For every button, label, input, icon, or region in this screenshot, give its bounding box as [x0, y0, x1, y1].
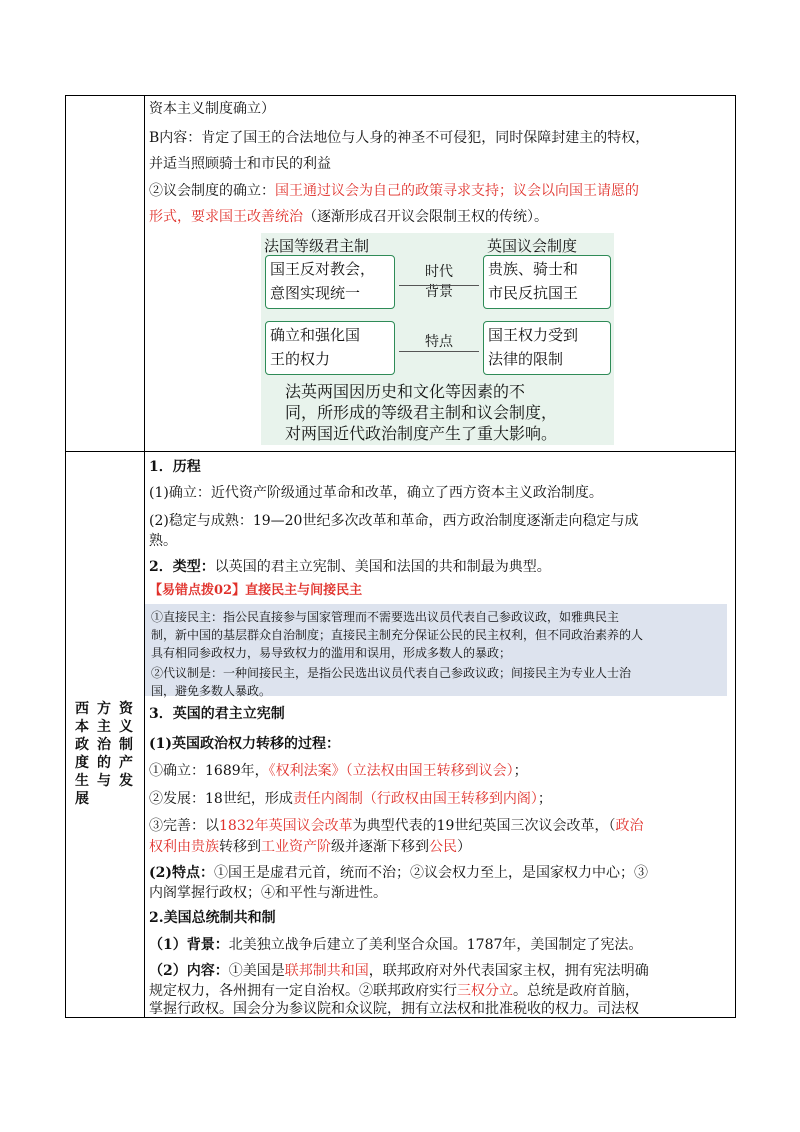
heading-uk-process: (1)英国政治权力转移的过程： — [149, 736, 340, 752]
parliament-label: ②议会制度的确立： — [149, 183, 275, 199]
uk-step-2-red: 责任内阁制（行政权由国王转移到内阁） — [292, 791, 538, 807]
types-line — [149, 556, 551, 579]
uk-step-3-red4: 工业资产阶 — [261, 839, 331, 855]
france-feature-l1: 确立和强化国 — [270, 326, 361, 344]
france-heading: 法国等级君主制 — [264, 237, 370, 255]
side-label-col-2: 方主治的与 — [97, 701, 111, 789]
error-tip-l4: ②代议制是：一种间接民主，是指公民选出议员代表自己参政议政；间接民主为专业人士治 — [151, 666, 632, 680]
side-label-col-1: 西本政度生展 — [75, 701, 89, 807]
us-background-text: 北美独立战争后建立了美利坚合众国。1787年，美国制定了宪法。 — [228, 937, 643, 953]
uk-step-3-mid3: 级并逐渐下移到 — [331, 839, 429, 855]
us-content-l2-pre: 规定权力，各州拥有一定自治权。②联邦政府实行 — [149, 983, 457, 999]
parliament-red-2: 形式，要求国王改善统治 — [149, 209, 303, 225]
upper-line-1: 资本主义制度确立） — [149, 101, 275, 117]
us-background — [149, 934, 642, 957]
error-tip-l2: 制，新中国的基层群众自治制度；直接民主制充分保证公民的民主权利，但不同政治素养的人 — [151, 628, 644, 642]
feature-arrow — [399, 351, 479, 352]
uk-step-3-red1: 1832年英国议会改革 — [219, 818, 353, 834]
row-divider — [65, 451, 736, 452]
uk-step-2 — [149, 788, 552, 811]
heading-uk: 3．英国的君主立宪制 — [149, 706, 285, 722]
comparison-diagram — [261, 233, 614, 445]
england-feature-l2: 法律的限制 — [488, 350, 564, 368]
france-feature-box — [265, 321, 395, 375]
background-arrow — [399, 285, 479, 286]
france-background-l2: 意图实现统一 — [270, 284, 361, 302]
summary-l3: 对两国近代政治制度产生了重大影响。 — [285, 424, 558, 443]
england-background-l1: 贵族、骑士和 — [488, 260, 579, 278]
us-content-mid: ，联邦政府对外代表国家主权，拥有宪法明确 — [368, 963, 649, 979]
uk-step-3-red3: 权利由贵族 — [149, 839, 219, 855]
uk-step-3-pre: ③完善：以 — [149, 818, 219, 834]
us-content-l3: 掌握行政权。国会分为参议院和众议院，拥有立法权和批准税收的权力。司法权 — [149, 1001, 639, 1017]
france-background-box — [265, 255, 395, 309]
france-background-l1: 国王反对教会， — [270, 260, 376, 278]
summary-l2: 同，所形成的等级君主制和议会制度， — [285, 403, 558, 422]
history-mature-l2: 熟。 — [149, 533, 177, 549]
uk-traits-label: (2)特点： — [149, 865, 214, 881]
parliament-suffix: （逐渐形成召开议会限制王权的传统）。 — [303, 209, 548, 225]
parliament-line-1 — [149, 180, 639, 203]
uk-step-3-red2: 政治 — [615, 818, 644, 834]
side-label-col-3: 资义制产发 — [119, 701, 133, 789]
england-heading: 英国议会制度 — [487, 237, 578, 255]
uk-step-3-mid2: 转移到 — [219, 839, 261, 855]
feature-label: 特点 — [425, 334, 453, 350]
uk-step-3-mid: 为典型代表的19世纪英国三次议会改革，（ — [352, 818, 616, 834]
column-divider — [144, 95, 145, 1018]
error-tip-box — [145, 604, 727, 696]
uk-step-1 — [149, 760, 528, 783]
us-content-pre: ①美国是 — [228, 963, 285, 979]
england-background-box — [483, 255, 611, 309]
error-tip-l5: 国，避免多数人暴政。 — [151, 684, 272, 698]
content-b-line-1: B内容：肯定了国王的合法地位与人身的神圣不可侵犯，同时保障封建主的特权， — [149, 130, 650, 146]
us-content-label: （2）内容： — [149, 963, 229, 979]
error-tip-title: 【易错点拨02】直接民主与间接民主 — [149, 583, 363, 598]
history-mature-l1: (2)稳定与成熟：19—20世纪多次改革和革命，西方政治制度逐渐走向稳定与成 — [149, 513, 639, 529]
background-label — [409, 261, 469, 301]
uk-traits-l2: 内阁掌握行政权；④和平性与渐进性。 — [149, 885, 387, 901]
england-background-l2: 市民反抗国王 — [488, 284, 579, 302]
types-label: 2．类型： — [149, 559, 215, 575]
history-establish: (1)确立：近代资产阶级通过革命和改革，确立了西方资本主义政治制度。 — [149, 485, 603, 501]
uk-step-2-pre: ②发展：18世纪，形成 — [149, 791, 293, 807]
uk-step-1-red: 《权利法案》（立法权由国王转移到议会） — [268, 763, 514, 779]
uk-step-3-red5: 公民 — [429, 839, 457, 855]
parliament-red-1: 国王通过议会为自己的政策寻求支持；议会以向国王请愿的 — [275, 183, 639, 199]
diagram-summary — [285, 381, 557, 444]
background-label-l1: 时代 — [425, 264, 453, 280]
parliament-line-2 — [149, 206, 548, 229]
heading-us: 2.美国总统制共和制 — [149, 910, 276, 926]
uk-step-1-post: ； — [513, 763, 528, 779]
content-b-line-2: 并适当照顾骑士和市民的利益 — [149, 156, 331, 172]
us-content-red1: 联邦制共和国 — [284, 963, 369, 979]
background-label-l2: 背景 — [425, 284, 453, 300]
uk-step-1-pre: ①确立：1689年， — [149, 763, 269, 779]
uk-step-3-l1 — [149, 815, 643, 838]
uk-step-2-post: ； — [537, 791, 552, 807]
uk-step-3-l2 — [149, 836, 471, 859]
england-feature-l1: 国王权力受到 — [488, 326, 579, 344]
england-feature-box — [483, 321, 611, 375]
france-feature-l2: 王的权力 — [270, 350, 331, 368]
heading-history: 1．历程 — [149, 459, 201, 475]
summary-l1: 法英两国因历史和文化等因素的不 — [285, 382, 526, 401]
error-tip-l1: ①直接民主：指公民直接参与国家管理而不需要选出议员代表自己参政议政，如雅典民主 — [151, 610, 620, 624]
uk-step-3-post: ） — [457, 839, 471, 855]
uk-traits-text: ①国王是虚君元首，统而不治；②议会权力至上，是国家权力中心；③ — [214, 865, 648, 881]
us-content-l2-post: 。总统是政府首脑， — [513, 983, 639, 999]
us-content-red2: 三权分立 — [457, 983, 513, 999]
us-background-label: （1）背景： — [149, 937, 229, 953]
error-tip-l3: 具有相同参政权力，易导致权力的滥用和误用，形成多数人的暴政； — [151, 646, 512, 660]
types-text: 以英国的君主立宪制、美国和法国的共和制最为典型。 — [214, 559, 551, 575]
